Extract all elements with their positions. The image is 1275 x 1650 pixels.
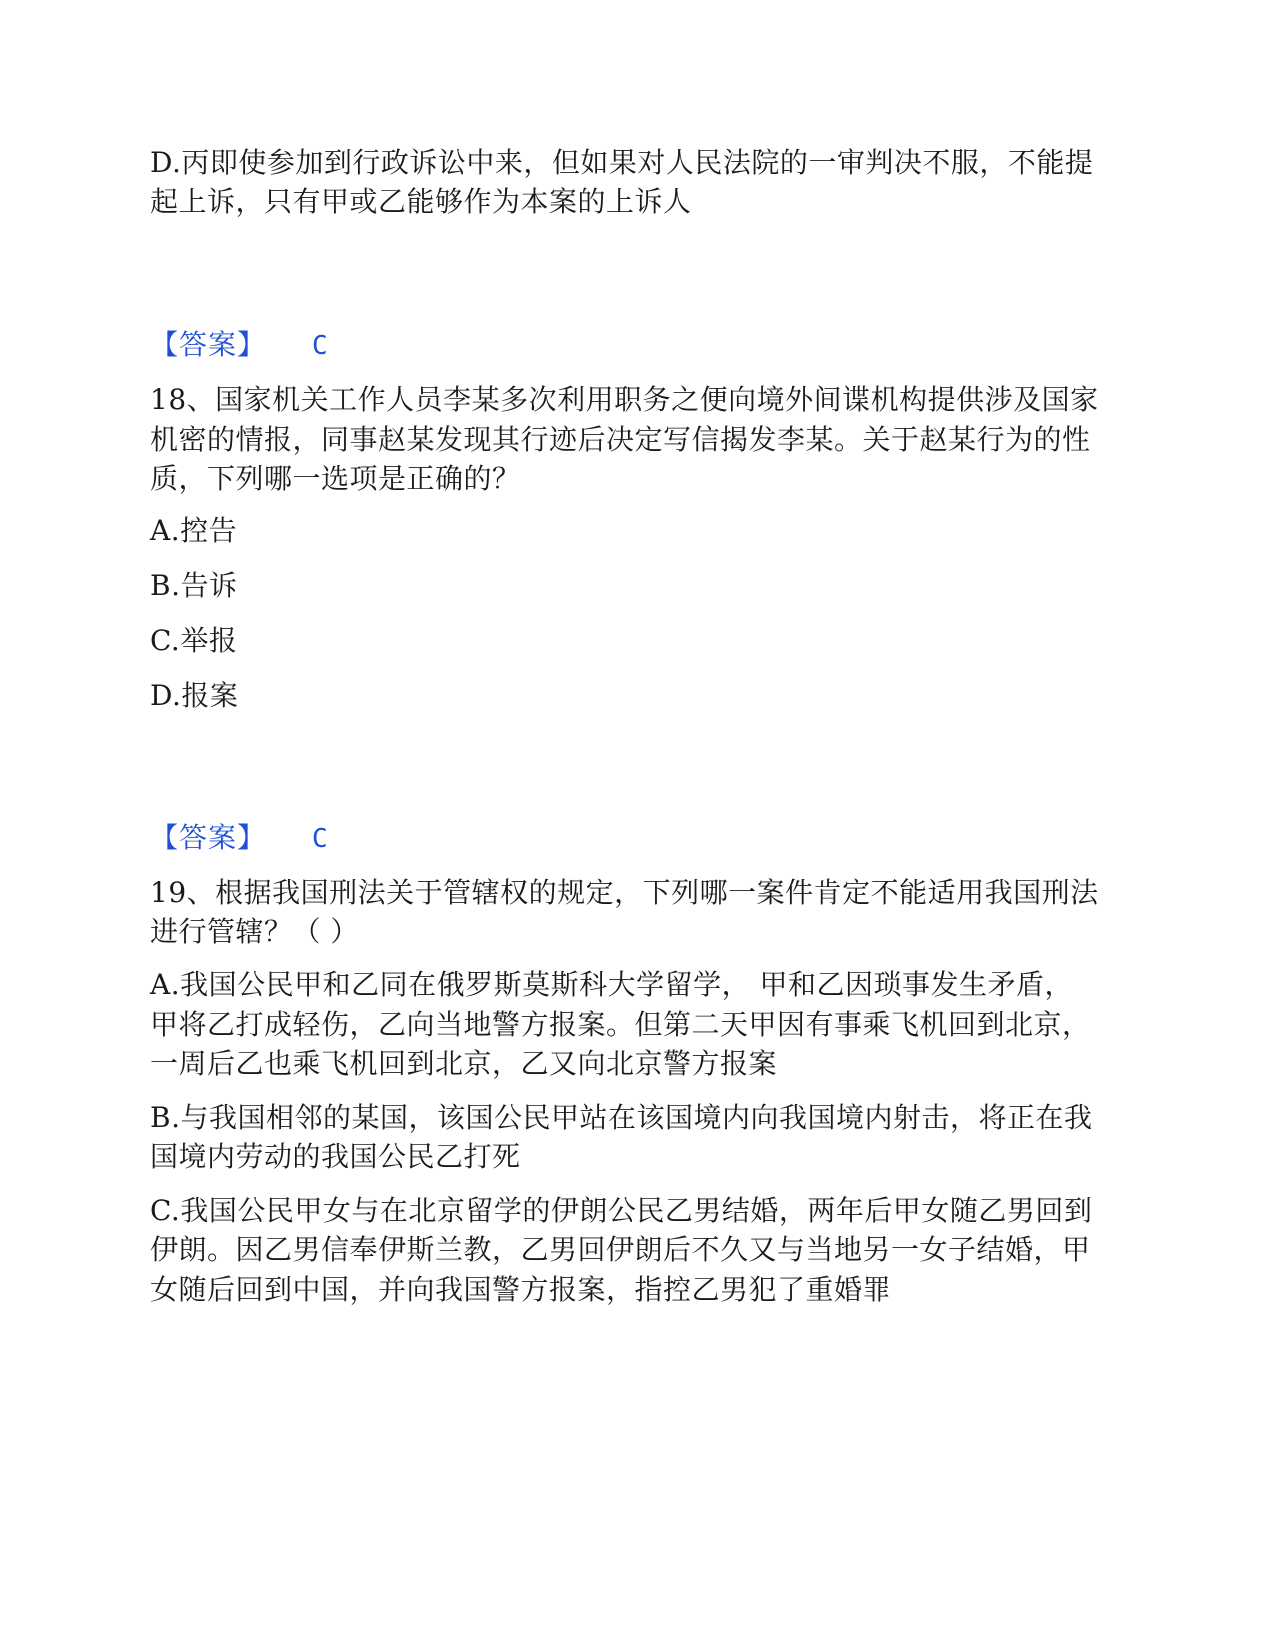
q19-option-a-line-2: 甲将乙打成轻伤，乙向当地警方报案。但第二天甲因有事乘飞机回到北京， <box>150 1008 1091 1041</box>
prev-option-d-line-2: 起上诉，只有甲或乙能够作为本案的上诉人 <box>150 185 692 218</box>
q19-option-c-line-2: 伊朗。因乙男信奉伊斯兰教，乙男回伊朗后不久又与当地另一女子结婚，甲 <box>150 1233 1091 1266</box>
q18-option-a: A.控告 <box>150 514 238 547</box>
q18-stem-line-2: 机密的情报，同事赵某发现其行迹后决定写信揭发李某。关于赵某行为的性 <box>150 423 1091 456</box>
q18-option-b: B.告诉 <box>150 569 238 602</box>
q19-option-c-line-3: 女随后回到中国，并向我国警方报案，指控乙男犯了重婚罪 <box>150 1273 892 1306</box>
answer-label: 【答案】 <box>150 328 267 361</box>
q18-answer-row <box>150 818 328 859</box>
q19-option-c-line-1: C.我国公民甲女与在北京留学的伊朗公民乙男结婚，两年后甲女随乙男回到 <box>150 1194 1093 1227</box>
prev-option-d-line-1: D.丙即使参加到行政诉讼中来，但如果对人民法院的一审判决不服，不能提 <box>150 146 1094 179</box>
q18-option-d: D.报案 <box>150 679 239 712</box>
answer-value: C <box>312 331 328 361</box>
answer-label: 【答案】 <box>150 821 267 854</box>
q19-stem-line-1: 19、根据我国刑法关于管辖权的规定，下列哪一案件肯定不能适用我国刑法 <box>150 876 1099 909</box>
q19-stem-line-2: 进行管辖？（ ） <box>150 915 359 948</box>
q19-option-a-line-3: 一周后乙也乘飞机回到北京，乙又向北京警方报案 <box>150 1047 778 1080</box>
q19-option-b-line-2: 国境内劳动的我国公民乙打死 <box>150 1140 521 1173</box>
prev-answer-row <box>150 325 328 366</box>
q18-stem-line-3: 质，下列哪一选项是正确的？ <box>150 462 521 495</box>
q18-option-c: C.举报 <box>150 624 238 657</box>
answer-value: C <box>312 824 328 854</box>
q19-option-a-line-1: A.我国公民甲和乙同在俄罗斯莫斯科大学留学， 甲和乙因琐事发生矛盾， <box>150 968 1074 1001</box>
q19-option-b-line-1: B.与我国相邻的某国，该国公民甲站在该国境内向我国境内射击，将正在我 <box>150 1101 1093 1134</box>
q18-stem-line-1: 18、国家机关工作人员李某多次利用职务之便向境外间谍机构提供涉及国家 <box>150 383 1099 416</box>
